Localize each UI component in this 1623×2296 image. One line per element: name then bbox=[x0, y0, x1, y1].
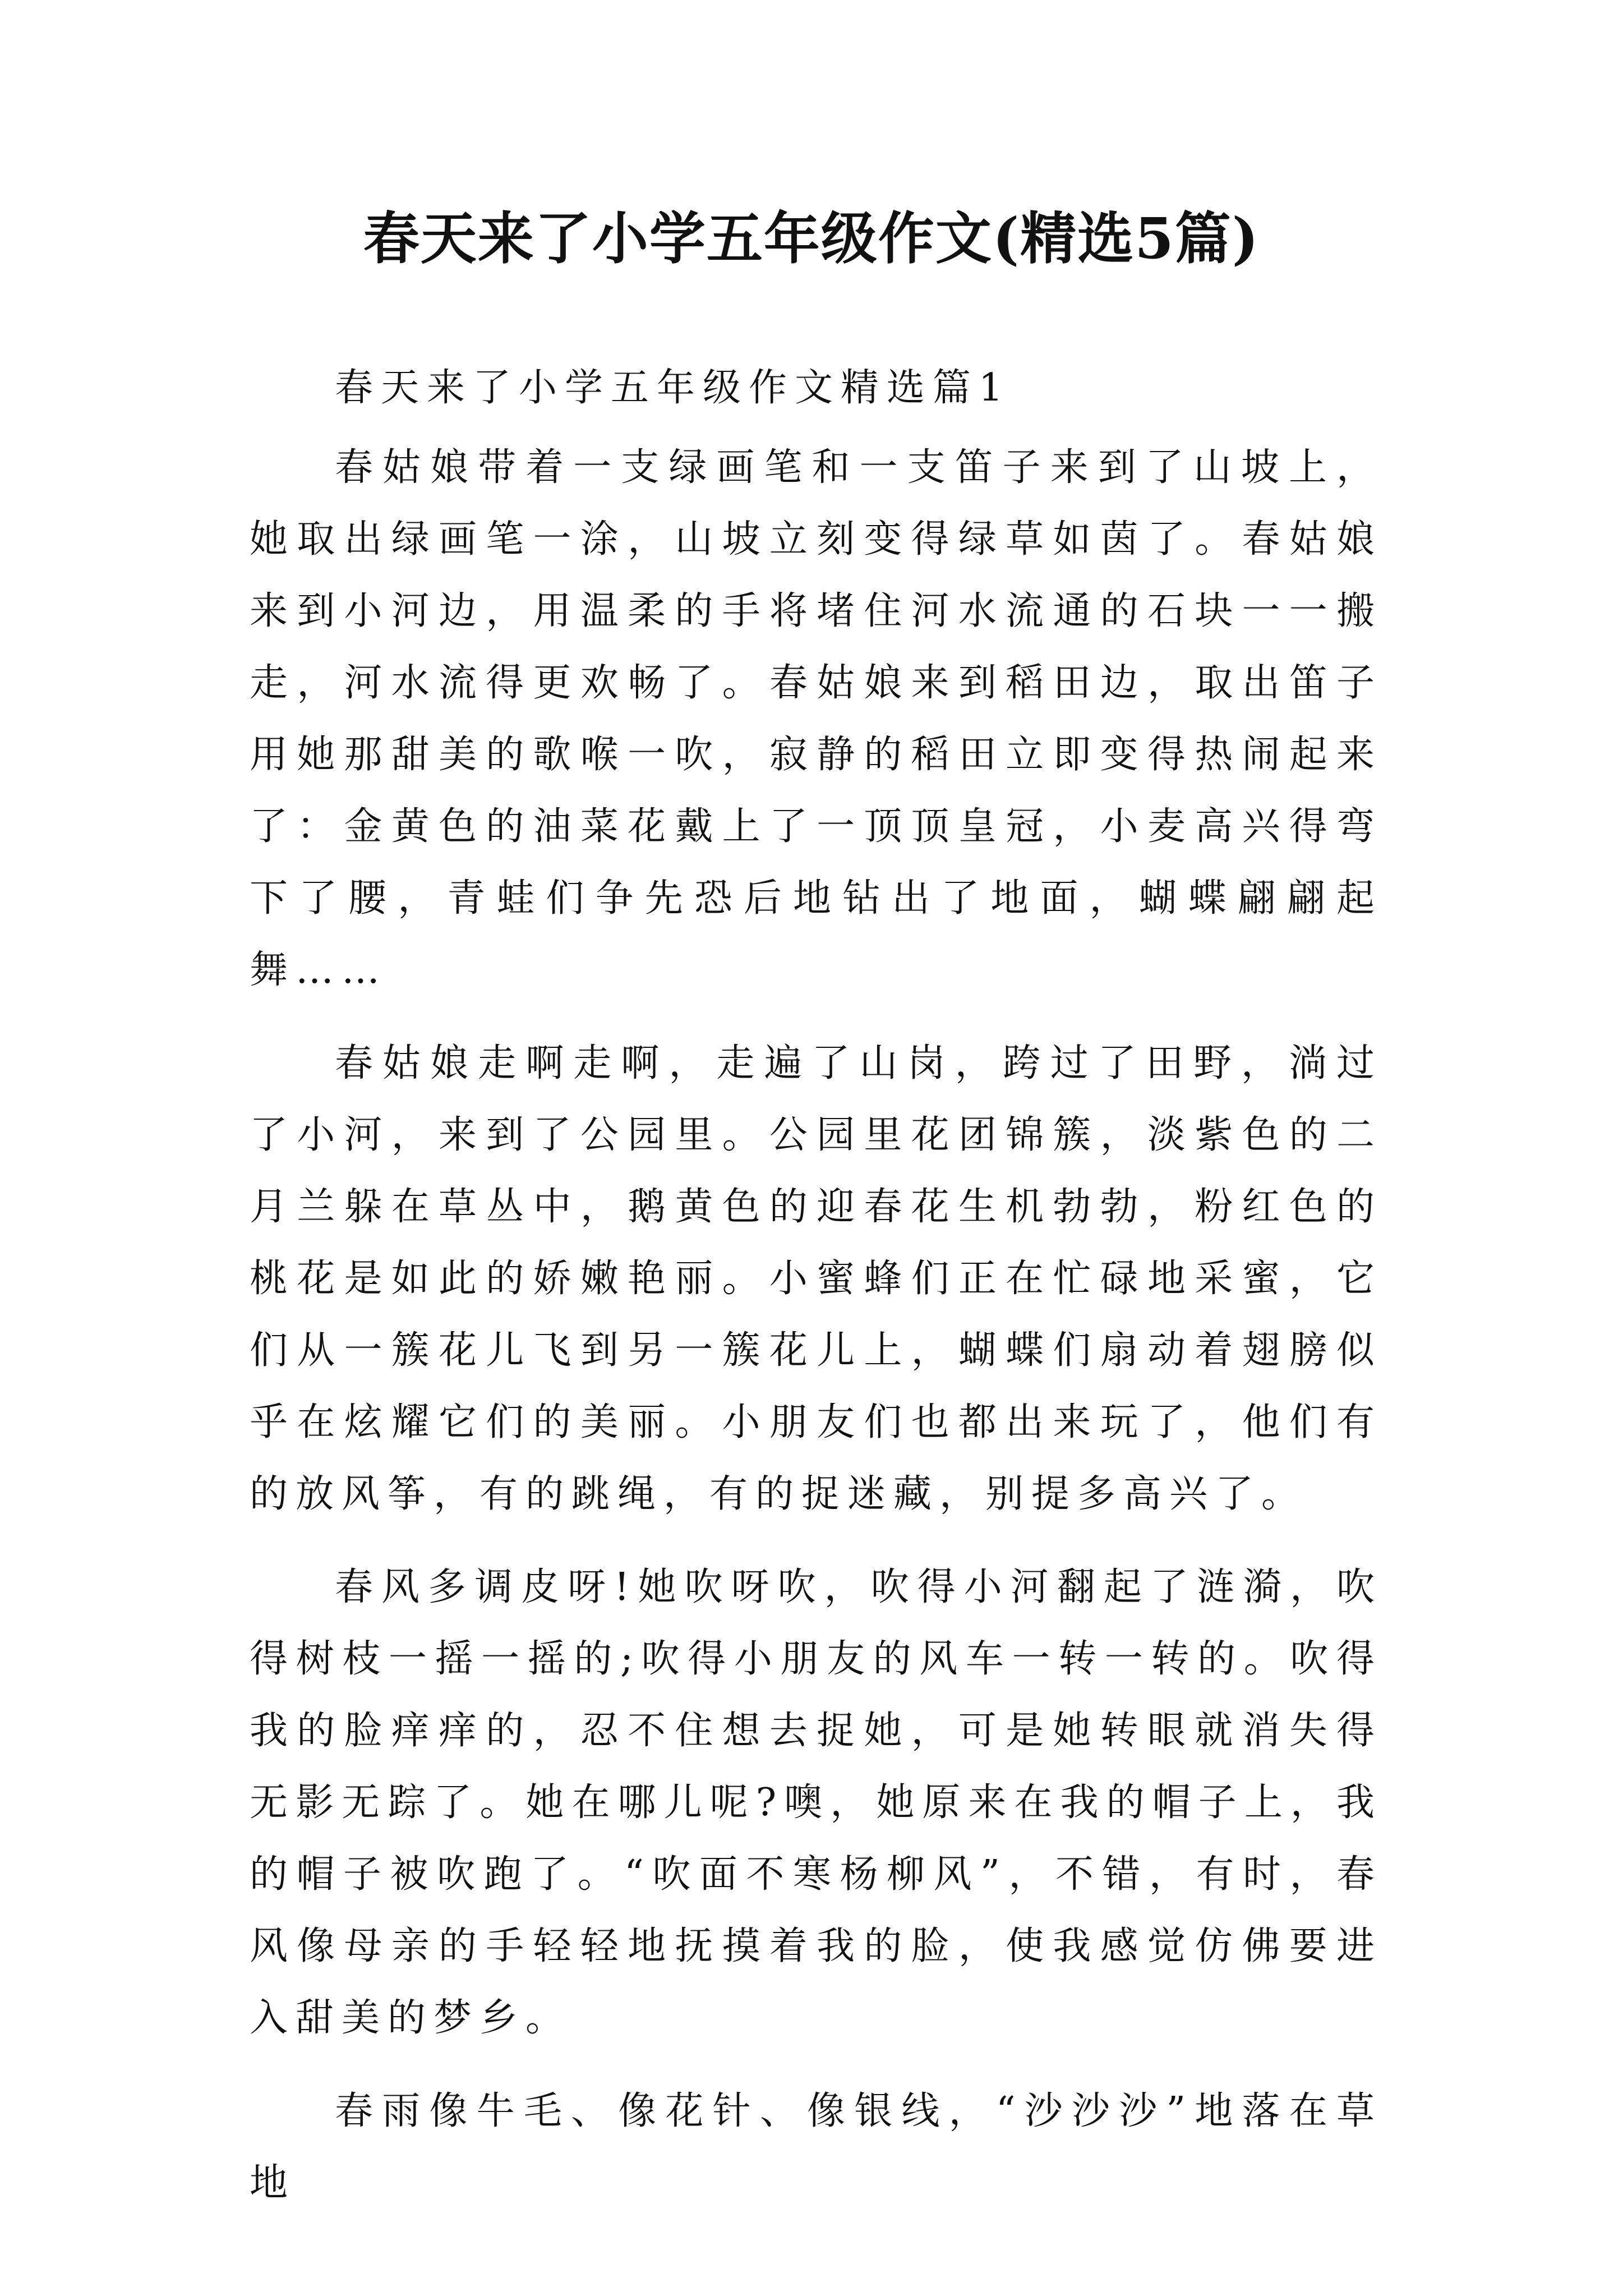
document-title: 春天来了小学五年级作文(精选5篇) bbox=[363, 205, 1260, 272]
document-body bbox=[250, 352, 1382, 2240]
paragraph: 春雨像牛毛、像花针、像银线，“沙沙沙”地落在草地 bbox=[250, 2089, 1382, 2205]
section-heading: 春天来了小学五年级作文精选篇1 bbox=[335, 366, 1011, 410]
paragraph: 春姑娘走啊走啊，走遍了山岗，跨过了田野，淌过了小河，来到了公园里。公园里花团锦簇，淡紫色的二月兰躲在草丛中，鹅黄色的迎春花生机勃勃，粉红色的桃花是如此的娇嫩艳丽。小蜜蜂们正在忙碌地采蜜，它们从一簇花儿飞到另一簇花儿上，蝴蝶们扇动着翅膀似乎在炫耀它们的美丽。小朋友们也都出来玩了，他们有的放风筝，有的跳绳，有的捉迷藏，别提多高兴了。 bbox=[250, 1041, 1382, 1516]
paragraph: 春姑娘带着一支绿画笔和一支笛子来到了山坡上，她取出绿画笔一涂，山坡立刻变得绿草如茵了。春姑娘来到小河边，用温柔的手将堵住河水流通的石块一一搬走，河水流得更欢畅了。春姑娘来到稻田边，取出笛子用她那甜美的歌喉一吹，寂静的稻田立即变得热闹起来了：金黄色的油菜花戴上了一顶顶皇冠，小麦高兴得弯下了腰，青蛙们争先恐后地钻出了地面，蝴蝶翩翩起舞…… bbox=[250, 445, 1382, 992]
paragraph: 春风多调皮呀!她吹呀吹，吹得小河翻起了涟漪，吹得树枝一摇一摇的;吹得小朋友的风车一转一转的。吹得我的脸痒痒的，忍不住想去捉她，可是她转眼就消失得无影无踪了。她在哪儿呢?噢，她原来在我的帽子上，我的帽子被吹跑了。“吹面不寒杨柳风”，不错，有时，春风像母亲的手轻轻地抚摸着我的脸，使我感觉仿佛要进入甜美的梦乡。 bbox=[250, 1565, 1382, 2040]
